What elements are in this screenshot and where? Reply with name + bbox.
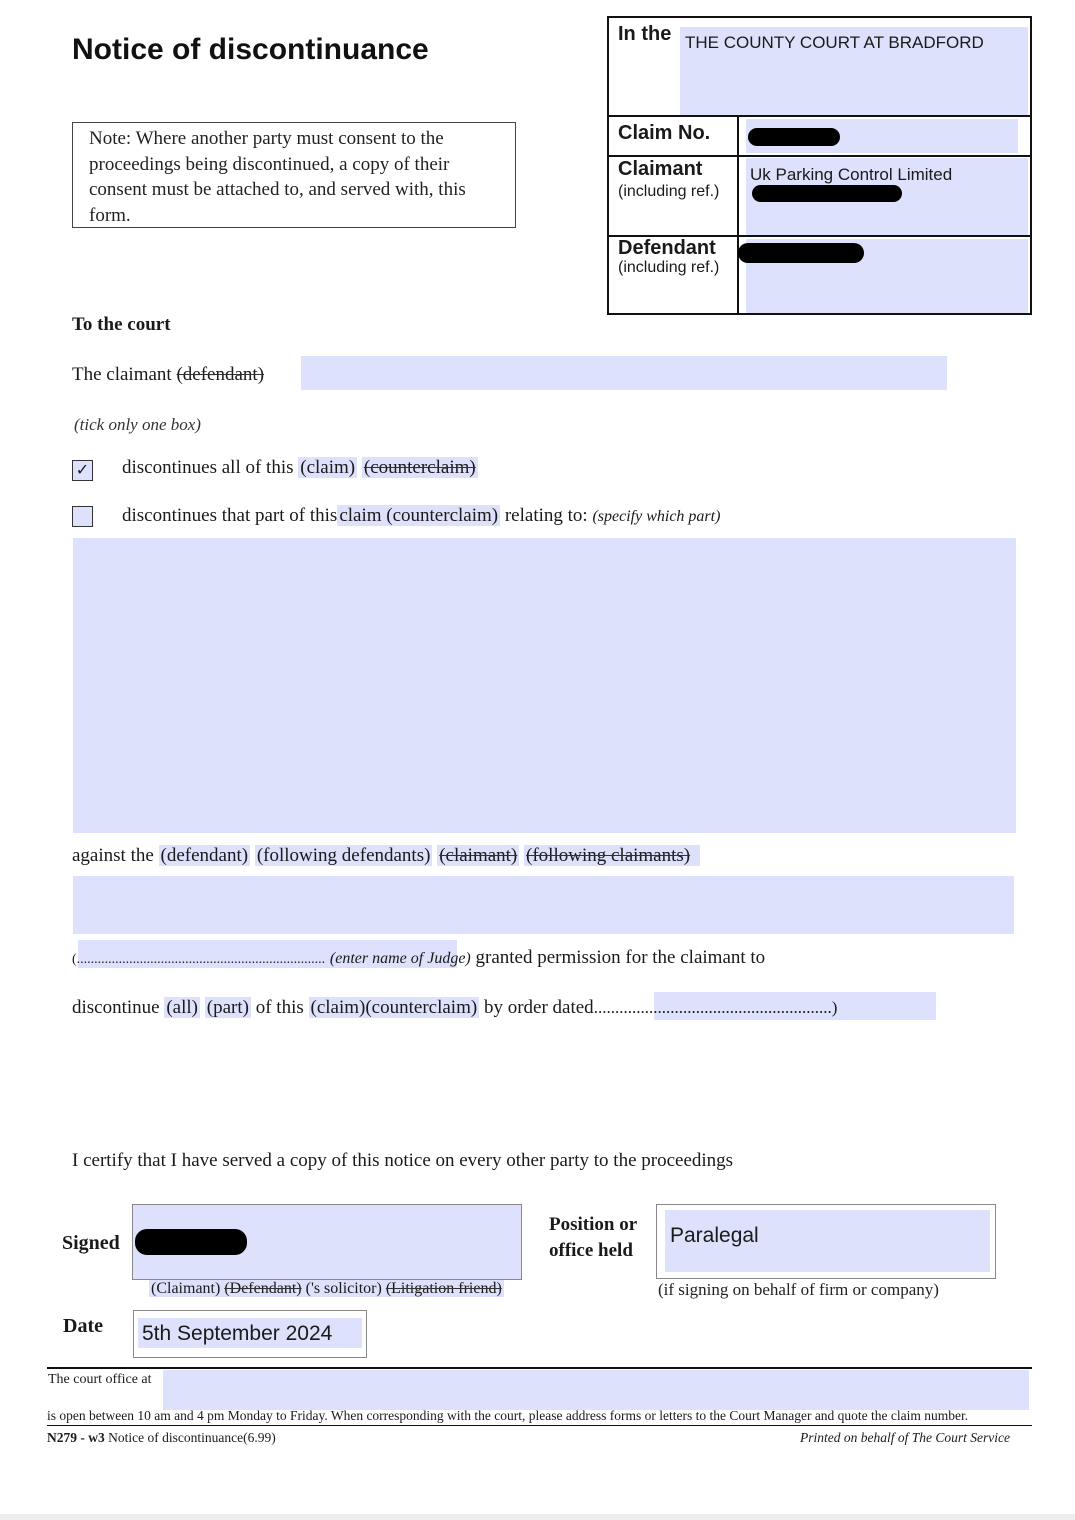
date-value: 5th September 2024 [142, 1322, 333, 1345]
option2-hint: (specify which part) [592, 508, 721, 525]
permission-claim: (claim) [310, 997, 366, 1018]
claimant-field[interactable] [746, 158, 1028, 235]
claimant-value: Uk Parking Control Limited [750, 165, 953, 184]
permission-counterclaim: (counterclaim) [365, 997, 478, 1018]
note-box [72, 122, 516, 228]
against-names-field[interactable] [73, 876, 1014, 934]
claimant-prefix: The claimant [72, 364, 172, 385]
option2-relating: relating to: [504, 505, 588, 526]
court-name-field[interactable] [680, 27, 1028, 115]
checkbox-discontinue-part[interactable] [72, 506, 93, 527]
date-label: Date [63, 1315, 103, 1337]
in-the-label: In the [618, 23, 672, 45]
option-discontinue-all [122, 457, 478, 479]
signature-field[interactable] [132, 1204, 522, 1280]
to-the-court-heading: To the court [72, 314, 171, 335]
form-name: Notice of discontinuance(6.99) [108, 1430, 276, 1445]
against-claimant[interactable]: (claimant) [439, 845, 518, 866]
redaction-defendant [738, 243, 864, 263]
position-field[interactable] [656, 1204, 996, 1279]
defendant-ref-hint: (including ref.) [618, 259, 720, 276]
certify-statement: I certify that I have served a copy of this notice on every other party to the proceedings [72, 1150, 734, 1171]
position-label [549, 1212, 637, 1264]
permission-part[interactable]: (part) [206, 997, 249, 1018]
defendant-label: Defendant [618, 237, 716, 259]
by-order-dated: by order dated [483, 997, 594, 1018]
signature-redaction [135, 1229, 247, 1255]
claimant-label: Claimant [618, 158, 703, 180]
claim-no-label: Claim No. [618, 122, 711, 144]
order-date-dots: ........................................................) [593, 998, 838, 1017]
signer-role-options [149, 1280, 504, 1298]
note-text: Note: Where another party must consent to the proceedings being discontinued, a copy of their consent must be attached to, and served with, this form. [89, 128, 466, 226]
court-office-field[interactable] [163, 1370, 1029, 1410]
struck-defendant: (defendant) [176, 364, 265, 385]
position-label-line2: office held [549, 1240, 633, 1261]
against-following-defendants[interactable]: (following defendants) [256, 845, 431, 866]
granted-text: granted permission for the claimant to [475, 947, 766, 968]
discontinue-line [72, 997, 837, 1019]
date-field[interactable] [133, 1310, 367, 1358]
bottom-edge [0, 1514, 1075, 1520]
claimant-name-field[interactable] [301, 356, 947, 390]
opening-hours-text: is open between 10 am and 4 pm Monday to Friday. When corresponding with the court, please address forms or letters to the Court Manager and quote the claim number. [47, 1408, 969, 1423]
discontinue-word: discontinue [72, 997, 160, 1018]
permission-all[interactable]: (all) [166, 997, 199, 1018]
option2-claim-counterclaim[interactable]: claim (counterclaim) [339, 505, 499, 526]
claim-no-field[interactable] [746, 119, 1018, 153]
judge-permission-line [72, 947, 765, 969]
option1-counterclaim[interactable]: (counterclaim) [363, 457, 476, 478]
role-claimant[interactable]: (Claimant) [151, 1280, 221, 1297]
role-defendant[interactable]: (Defendant) [224, 1280, 302, 1297]
position-value: Paralegal [670, 1224, 759, 1247]
redaction-claimant-ref [752, 185, 902, 202]
form-code: N279 - w3 [47, 1430, 105, 1445]
court-office-label: The court office at [48, 1372, 152, 1387]
claimant-ref-hint: (including ref.) [618, 183, 720, 200]
printed-by: Printed on behalf of The Court Service [800, 1430, 1010, 1445]
against-following-claimants[interactable]: (following claimants) [524, 845, 700, 866]
defendant-field[interactable] [746, 239, 1028, 313]
page-title: Notice of discontinuance [72, 33, 429, 66]
claimant-line [72, 364, 264, 386]
option1-text: discontinues all of this [122, 457, 294, 478]
checkbox-discontinue-all[interactable] [72, 460, 93, 481]
checkmark-icon: ✓ [75, 462, 90, 479]
tick-note: (tick only one box) [74, 415, 201, 434]
role-solicitor[interactable]: ('s solicitor) [305, 1280, 382, 1297]
option2-text: discontinues that part of this [122, 505, 338, 526]
form-reference [47, 1430, 276, 1446]
court-info-box [607, 16, 1032, 315]
redaction-claim-no [748, 128, 840, 146]
against-defendant[interactable]: (defendant) [160, 845, 249, 866]
judge-dots: (....................................................................... [72, 952, 326, 967]
court-name-value: THE COUNTY COURT AT BRADFORD [685, 33, 984, 52]
part-specification-field[interactable] [73, 538, 1016, 833]
against-line [72, 845, 700, 867]
judge-hint: (enter name of Judge) [329, 950, 471, 967]
against-prefix: against the [72, 845, 154, 866]
permission-claim-counterclaim[interactable] [309, 997, 480, 1018]
position-label-line1: Position or [549, 1214, 638, 1235]
option1-claim[interactable]: (claim) [300, 457, 356, 478]
signed-label: Signed [62, 1232, 120, 1254]
role-litigation-friend[interactable]: (Litigation friend) [385, 1280, 502, 1297]
option-discontinue-part [122, 505, 720, 527]
of-this-word: of this [255, 997, 304, 1018]
position-hint: (if signing on behalf of firm or company) [658, 1280, 939, 1299]
